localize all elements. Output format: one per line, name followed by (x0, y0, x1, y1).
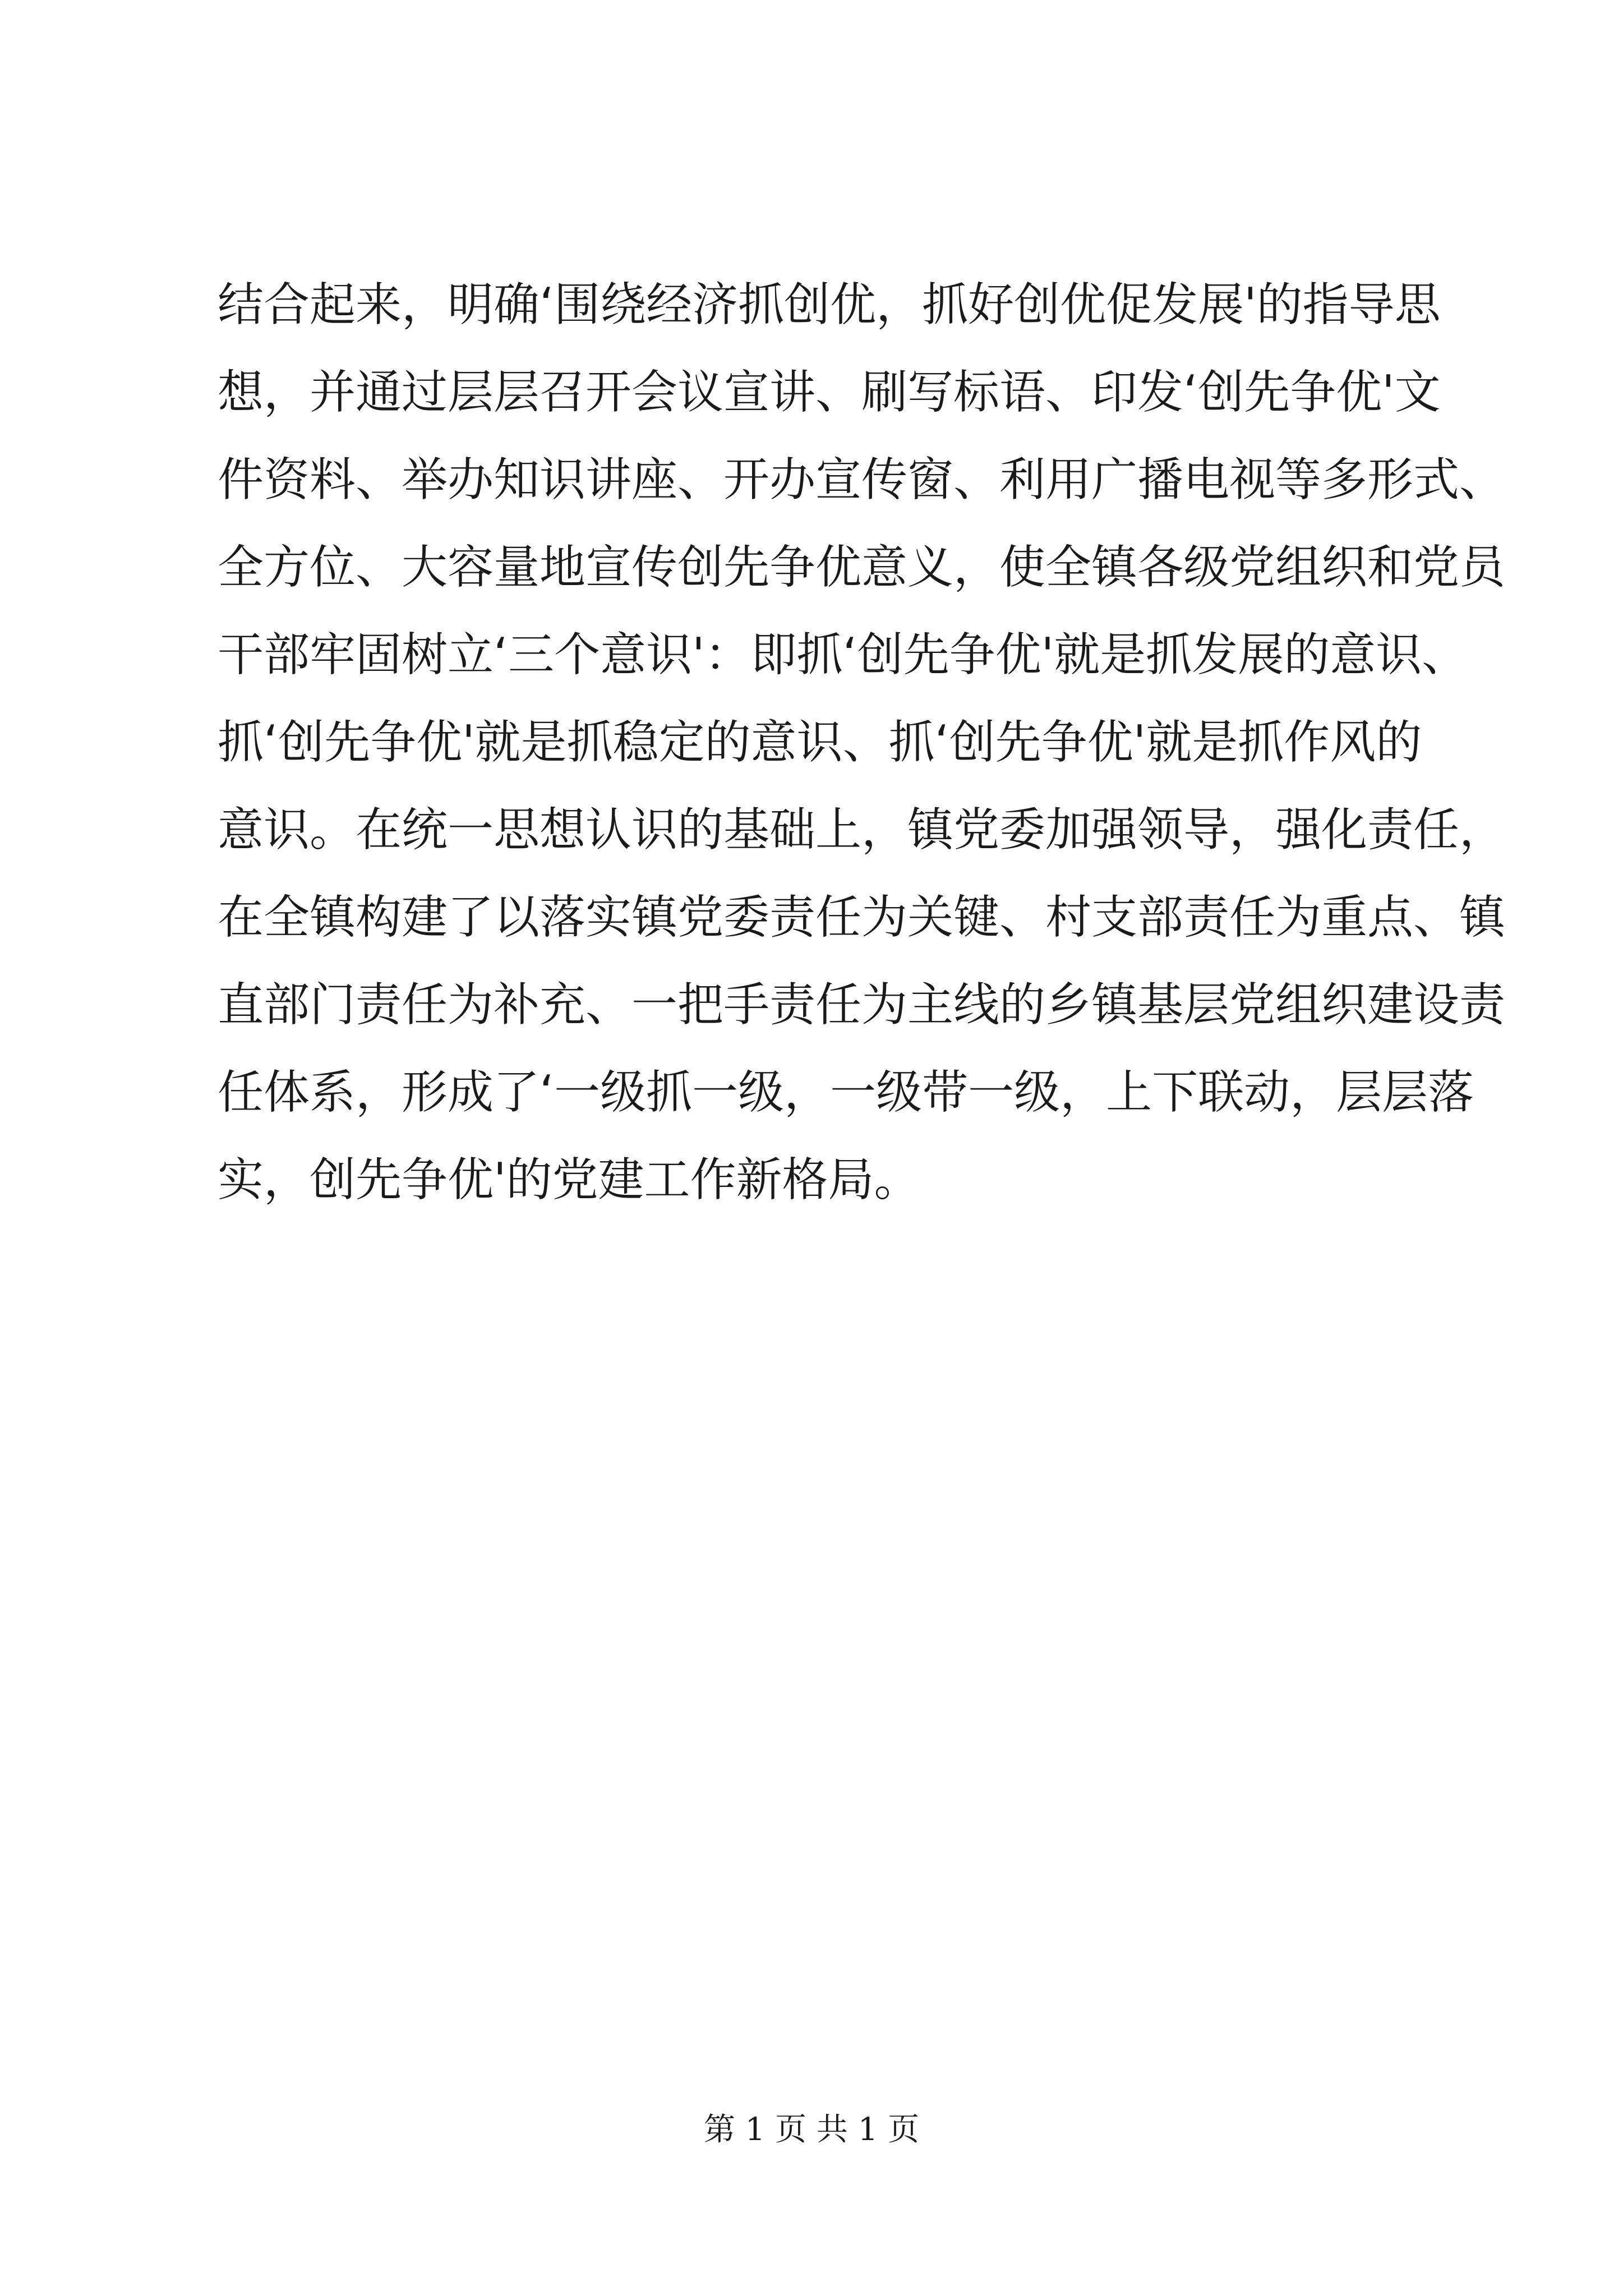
text-line: 结合起来，明确‘围绕经济抓创优，抓好创优促发展'的指导思 (218, 278, 1441, 332)
text-line: 件资料、举办知识讲座、开办宣传窗、利用广播电视等多形式、 (218, 453, 1506, 507)
text-line: 实，创先争优'的党建工作新格局。 (218, 1153, 920, 1207)
text-line: 全方位、大容量地宣传创先争优意义，使全镇各级党组织和党员 (218, 541, 1506, 594)
text-line: 干部牢固树立‘三个意识'：即抓‘创先争优'就是抓发展的意识、 (218, 628, 1468, 682)
text-line: 任体系，形成了‘一级抓一级，一级带一级，上下联动，层层落 (218, 1066, 1474, 1119)
page-number-footer: 第 1 页 共 1 页 (703, 2111, 920, 2148)
text-line: 想，并通过层层召开会议宣讲、刷写标语、印发‘创先争优'文 (218, 366, 1441, 419)
text-line: 直部门责任为补充、一把手责任为主线的乡镇基层党组织建设责 (218, 978, 1506, 1032)
text-line: 在全镇构建了以落实镇党委责任为关键、村支部责任为重点、镇 (218, 891, 1506, 944)
text-line: 抓‘创先争优'就是抓稳定的意识、抓‘创先争优'就是抓作风的 (218, 716, 1422, 769)
body-paragraph (218, 261, 1506, 1224)
text-line: 意识。在统一思想认识的基础上，镇党委加强领导，强化责任， (218, 803, 1506, 857)
